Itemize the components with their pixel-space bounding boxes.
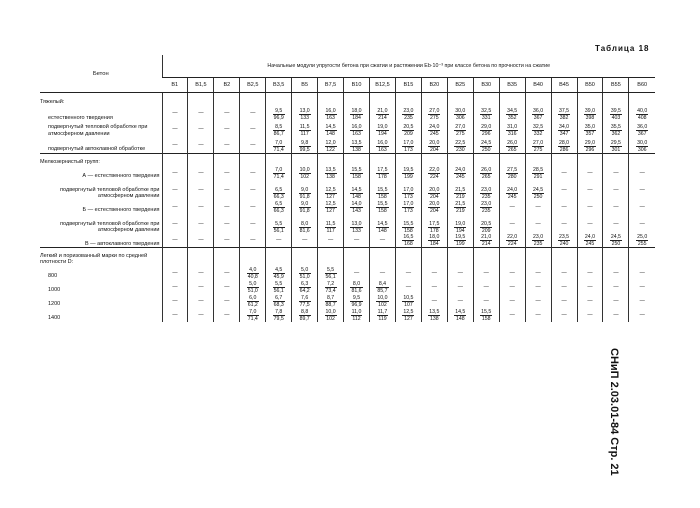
modulus-cell: $\frac{15,5}{158}$ — [344, 166, 370, 180]
modulus-cell: — — [551, 214, 577, 234]
modulus-cell: — — [499, 200, 525, 214]
modulus-cell: $\frac{5,0}{51,0}$ — [292, 266, 318, 280]
modulus-cell: $\frac{39,5}{403}$ — [603, 105, 629, 121]
modulus-cell: — — [421, 280, 447, 294]
concrete-class-header: B2,5 — [240, 78, 266, 93]
modulus-cell: $\frac{13,5}{138}$ — [421, 308, 447, 322]
modulus-cell: $\frac{11,5}{117}$ — [318, 214, 344, 234]
modulus-cell: $\frac{7,6}{77,5}$ — [292, 294, 318, 308]
modulus-cell: — — [499, 266, 525, 280]
modulus-cell: — — [395, 266, 421, 280]
modulus-cell: — — [447, 266, 473, 280]
concrete-class-header: B1,5 — [188, 78, 214, 93]
modulus-cell: $\frac{17,0}{173}$ — [395, 180, 421, 200]
modulus-cell: — — [447, 294, 473, 308]
modulus-cell: $\frac{14,5}{148}$ — [370, 214, 396, 234]
modulus-cell: $\frac{16,0}{163}$ — [318, 105, 344, 121]
modulus-cell: — — [162, 234, 188, 248]
modulus-cell: $\frac{29,5}{301}$ — [603, 137, 629, 153]
row-label: В — автоклавного твердения — [84, 240, 160, 247]
modulus-cell: $\frac{9,8}{99,5}$ — [292, 137, 318, 153]
modulus-cell: — — [577, 294, 603, 308]
modulus-cell: — — [188, 214, 214, 234]
modulus-cell: — — [629, 180, 655, 200]
concrete-class-header: B15 — [395, 78, 421, 93]
table-row — [40, 180, 655, 200]
modulus-cell: $\frac{15,5}{158}$ — [370, 200, 396, 214]
modulus-cell: $\frac{19,5}{199}$ — [447, 234, 473, 248]
modulus-cell: — — [629, 266, 655, 280]
modulus-cell: — — [188, 308, 214, 322]
modulus-cell: — — [344, 234, 370, 248]
modulus-cell: $\frac{12,0}{122}$ — [318, 137, 344, 153]
modulus-cell: $\frac{23,5}{240}$ — [551, 234, 577, 248]
modulus-cell: — — [162, 280, 188, 294]
modulus-cell: $\frac{9,5}{96,9}$ — [266, 105, 292, 121]
modulus-cell: — — [318, 234, 344, 248]
modulus-cell: $\frac{7,0}{71,4}$ — [266, 166, 292, 180]
modulus-cell: $\frac{19,5}{199}$ — [395, 166, 421, 180]
modulus-column-header: Начальные модули упругости бетона при сжатии и растяжении Eb·10⁻³ при классе бетона по прочности на сжатие — [162, 55, 655, 78]
concrete-class-header: B20 — [421, 78, 447, 93]
row-label: 800 — [48, 273, 58, 280]
table-row — [40, 266, 655, 280]
modulus-cell: — — [188, 266, 214, 280]
modulus-cell: $\frac{16,5}{168}$ — [395, 234, 421, 248]
modulus-cell: $\frac{21,0}{214}$ — [473, 234, 499, 248]
modulus-cell: $\frac{14,5}{148}$ — [318, 121, 344, 137]
modulus-cell: $\frac{32,5}{332}$ — [525, 121, 551, 137]
modulus-cell: $\frac{7,2}{73,4}$ — [318, 280, 344, 294]
modulus-cell: — — [162, 137, 188, 153]
modulus-cell: — — [551, 308, 577, 322]
modulus-cell: $\frac{27,0}{275}$ — [447, 121, 473, 137]
modulus-cell: — — [577, 266, 603, 280]
row-label: естественного твердения — [48, 114, 113, 121]
modulus-cell: — — [214, 308, 240, 322]
modulus-cell: — — [421, 266, 447, 280]
group-label: Легкий и поризованный марки по средней плотности D: — [40, 248, 162, 266]
modulus-cell: $\frac{14,0}{143}$ — [344, 200, 370, 214]
modulus-cell: — — [240, 234, 266, 248]
modulus-cell: $\frac{7,8}{79,5}$ — [266, 308, 292, 322]
concrete-class-header: B30 — [473, 78, 499, 93]
modulus-cell: $\frac{26,0}{265}$ — [473, 166, 499, 180]
modulus-cell: $\frac{20,0}{204}$ — [421, 137, 447, 153]
modulus-cell: — — [499, 280, 525, 294]
modulus-cell: $\frac{15,5}{158}$ — [395, 214, 421, 234]
modulus-cell: $\frac{32,5}{331}$ — [473, 105, 499, 121]
modulus-cell: $\frac{36,0}{367}$ — [629, 121, 655, 137]
table-row — [40, 121, 655, 137]
concrete-class-header: B60 — [629, 78, 655, 93]
modulus-cell: $\frac{11,7}{119}$ — [370, 308, 396, 322]
modulus-cell: $\frac{16,0}{163}$ — [344, 121, 370, 137]
modulus-cell: $\frac{15,5}{158}$ — [473, 308, 499, 322]
modulus-cell: $\frac{37,5}{382}$ — [551, 105, 577, 121]
modulus-cell: — — [603, 294, 629, 308]
modulus-cell: $\frac{24,0}{245}$ — [577, 234, 603, 248]
modulus-cell: — — [577, 200, 603, 214]
modulus-cell: $\frac{40,0}{408}$ — [629, 105, 655, 121]
modulus-cell: — — [603, 214, 629, 234]
modulus-cell: — — [551, 166, 577, 180]
modulus-cell: — — [525, 280, 551, 294]
modulus-cell: — — [473, 280, 499, 294]
modulus-cell: — — [240, 214, 266, 234]
modulus-cell: — — [240, 180, 266, 200]
modulus-cell: $\frac{10,0}{102}$ — [292, 166, 318, 180]
modulus-cell: $\frac{23,0}{235}$ — [525, 234, 551, 248]
modulus-cell: $\frac{20,5}{209}$ — [473, 214, 499, 234]
modulus-cell: $\frac{35,5}{362}$ — [603, 121, 629, 137]
modulus-cell: $\frac{24,5}{250}$ — [603, 234, 629, 248]
row-label: подвергнутый тепловой обработке при атмосферном давлении — [48, 124, 148, 137]
modulus-cell: — — [344, 266, 370, 280]
modulus-cell: — — [162, 308, 188, 322]
table-row — [40, 105, 655, 121]
table-row — [40, 234, 655, 248]
modulus-cell: $\frac{12,5}{127}$ — [318, 180, 344, 200]
modulus-cell: $\frac{18,0}{184}$ — [344, 105, 370, 121]
row-label: 1200 — [48, 301, 61, 308]
modulus-cell: $\frac{35,0}{357}$ — [577, 121, 603, 137]
row-label: 1000 — [48, 287, 61, 294]
modulus-cell: $\frac{9,0}{91,8}$ — [292, 200, 318, 214]
row-label: подвергнутый тепловой обработке при атмосферном давлении — [60, 186, 160, 200]
modulus-cell: $\frac{29,0}{296}$ — [577, 137, 603, 153]
modulus-cell: $\frac{23,0}{235}$ — [473, 200, 499, 214]
modulus-cell: $\frac{22,5}{230}$ — [447, 137, 473, 153]
modulus-cell: — — [188, 234, 214, 248]
modulus-cell: $\frac{11,5}{117}$ — [292, 121, 318, 137]
modulus-cell: $\frac{6,7}{68,3}$ — [266, 294, 292, 308]
modulus-cell: $\frac{23,0}{235}$ — [473, 180, 499, 200]
modulus-cell: $\frac{17,5}{178}$ — [370, 166, 396, 180]
modulus-cell: $\frac{24,0}{245}$ — [499, 180, 525, 200]
modulus-cell: $\frac{8,8}{89,7}$ — [292, 308, 318, 322]
modulus-cell: $\frac{27,5}{280}$ — [499, 166, 525, 180]
modulus-cell: — — [188, 137, 214, 153]
modulus-cell: — — [240, 105, 266, 121]
modulus-cell: $\frac{12,5}{127}$ — [318, 200, 344, 214]
modulus-cell: $\frac{13,0}{133}$ — [292, 105, 318, 121]
table-row — [40, 200, 655, 214]
modulus-cell: $\frac{24,0}{245}$ — [421, 121, 447, 137]
modulus-cell: $\frac{24,0}{245}$ — [447, 166, 473, 180]
modulus-cell: — — [162, 294, 188, 308]
modulus-cell: — — [551, 266, 577, 280]
modulus-cell: $\frac{20,0}{204}$ — [421, 200, 447, 214]
modulus-cell: $\frac{10,5}{107}$ — [395, 294, 421, 308]
modulus-cell: — — [577, 166, 603, 180]
modulus-cell: $\frac{31,0}{316}$ — [499, 121, 525, 137]
modulus-cell: — — [370, 266, 396, 280]
modulus-cell: $\frac{11,0}{112}$ — [344, 308, 370, 322]
modulus-cell: — — [188, 294, 214, 308]
modulus-cell: — — [240, 121, 266, 137]
modulus-cell: $\frac{7,0}{71,4}$ — [266, 137, 292, 153]
modulus-cell: — — [551, 280, 577, 294]
table-row — [40, 294, 655, 308]
modulus-cell: — — [629, 166, 655, 180]
modulus-cell: — — [188, 200, 214, 214]
modulus-cell: — — [188, 166, 214, 180]
concrete-class-header: B12,5 — [370, 78, 396, 93]
modulus-cell: $\frac{5,5}{56,1}$ — [266, 280, 292, 294]
modulus-cell: $\frac{10,0}{102}$ — [370, 294, 396, 308]
modulus-cell: — — [629, 294, 655, 308]
modulus-cell: $\frac{18,0}{184}$ — [421, 234, 447, 248]
modulus-cell: — — [214, 200, 240, 214]
modulus-cell: $\frac{19,0}{194}$ — [370, 121, 396, 137]
modulus-cell: — — [395, 280, 421, 294]
concrete-class-header: B40 — [525, 78, 551, 93]
modulus-cell: — — [473, 266, 499, 280]
concrete-class-header: B25 — [447, 78, 473, 93]
concrete-class-header: B7,5 — [318, 78, 344, 93]
modulus-cell: $\frac{17,0}{173}$ — [395, 137, 421, 153]
table-row — [40, 137, 655, 153]
modulus-cell: — — [188, 105, 214, 121]
modulus-cell: — — [499, 214, 525, 234]
modulus-cell: — — [214, 137, 240, 153]
modulus-cell: — — [525, 214, 551, 234]
modulus-cell: — — [629, 214, 655, 234]
modulus-cell: $\frac{29,0}{296}$ — [473, 121, 499, 137]
modulus-cell: — — [162, 166, 188, 180]
modulus-cell: — — [188, 280, 214, 294]
modulus-cell: — — [629, 200, 655, 214]
concrete-class-header: B2 — [214, 78, 240, 93]
modulus-cell: — — [499, 308, 525, 322]
modulus-cell: $\frac{6,5}{66,3}$ — [266, 200, 292, 214]
modulus-cell: — — [603, 180, 629, 200]
modulus-cell: $\frac{9,5}{96,9}$ — [344, 294, 370, 308]
concrete-class-header: B1 — [162, 78, 188, 93]
modulus-cell: — — [240, 200, 266, 214]
modulus-cell: — — [525, 308, 551, 322]
modulus-cell: $\frac{6,5}{66,3}$ — [266, 180, 292, 200]
modulus-cell: $\frac{24,5}{250}$ — [525, 180, 551, 200]
concrete-class-header: B45 — [551, 78, 577, 93]
modulus-cell: $\frac{7,0}{71,4}$ — [240, 308, 266, 322]
modulus-cell: $\frac{30,0}{306}$ — [447, 105, 473, 121]
modulus-cell: $\frac{8,0}{81,6}$ — [344, 280, 370, 294]
modulus-cell: — — [162, 105, 188, 121]
modulus-cell: $\frac{5,0}{51,0}$ — [240, 280, 266, 294]
modulus-cell: — — [603, 166, 629, 180]
modulus-cell: $\frac{10,0}{102}$ — [318, 308, 344, 322]
modulus-cell: $\frac{21,5}{219}$ — [447, 180, 473, 200]
modulus-cell: $\frac{30,0}{306}$ — [629, 137, 655, 153]
modulus-cell: $\frac{17,5}{178}$ — [421, 214, 447, 234]
row-label: подвергнутый тепловой обработке при атмосферном давлении — [60, 220, 160, 234]
concrete-class-header: B50 — [577, 78, 603, 93]
concrete-class-header: B55 — [603, 78, 629, 93]
modulus-cell: $\frac{8,5}{86,7}$ — [266, 121, 292, 137]
modulus-cell: $\frac{15,5}{158}$ — [370, 180, 396, 200]
concrete-class-header: B3,5 — [266, 78, 292, 93]
modulus-cell: $\frac{23,0}{235}$ — [395, 105, 421, 121]
modulus-cell: — — [214, 280, 240, 294]
modulus-cell: — — [214, 266, 240, 280]
modulus-cell: $\frac{16,0}{163}$ — [370, 137, 396, 153]
page-spine-label: СНиП 2.03.01-84 Стр. 21 — [608, 348, 620, 476]
modulus-cell: — — [188, 180, 214, 200]
row-label: А — естественного твердения — [82, 173, 160, 180]
concrete-class-header: B35 — [499, 78, 525, 93]
modulus-cell: $\frac{24,5}{250}$ — [473, 137, 499, 153]
modulus-cell: $\frac{36,0}{367}$ — [525, 105, 551, 121]
modulus-cell: — — [188, 121, 214, 137]
modulus-cell: $\frac{13,5}{138}$ — [318, 166, 344, 180]
modulus-cell: — — [577, 308, 603, 322]
modulus-cell: $\frac{4,0}{40,8}$ — [240, 266, 266, 280]
modulus-cell: $\frac{27,0}{275}$ — [525, 137, 551, 153]
modulus-cell: — — [214, 234, 240, 248]
modulus-cell: $\frac{4,5}{45,9}$ — [266, 266, 292, 280]
concrete-column-header: Бетон — [40, 55, 162, 93]
modulus-cell: — — [577, 180, 603, 200]
modulus-cell: — — [499, 294, 525, 308]
modulus-cell: — — [577, 214, 603, 234]
modulus-cell: — — [447, 280, 473, 294]
modulus-cell: — — [214, 166, 240, 180]
modulus-cell: — — [292, 234, 318, 248]
modulus-cell: $\frac{27,0}{275}$ — [421, 105, 447, 121]
concrete-class-header: B10 — [344, 78, 370, 93]
modulus-cell: $\frac{25,0}{255}$ — [629, 234, 655, 248]
modulus-cell: $\frac{21,5}{219}$ — [447, 200, 473, 214]
modulus-cell: — — [214, 214, 240, 234]
row-label: 1400 — [48, 315, 61, 322]
modulus-cell: $\frac{34,0}{347}$ — [551, 121, 577, 137]
modulus-cell: $\frac{28,5}{291}$ — [525, 166, 551, 180]
table-row — [40, 280, 655, 294]
modulus-cell: $\frac{21,0}{214}$ — [370, 105, 396, 121]
concrete-modulus-table — [40, 55, 655, 322]
modulus-cell: — — [525, 200, 551, 214]
modulus-cell: — — [162, 180, 188, 200]
table-row — [40, 214, 655, 234]
modulus-cell: — — [162, 214, 188, 234]
modulus-cell: $\frac{17,0}{173}$ — [395, 200, 421, 214]
modulus-cell: — — [162, 121, 188, 137]
modulus-cell: — — [214, 180, 240, 200]
modulus-cell: — — [421, 294, 447, 308]
modulus-cell: — — [551, 180, 577, 200]
modulus-cell: $\frac{22,0}{224}$ — [499, 234, 525, 248]
modulus-cell: — — [214, 121, 240, 137]
modulus-cell: $\frac{28,0}{286}$ — [551, 137, 577, 153]
modulus-cell: $\frac{26,0}{265}$ — [499, 137, 525, 153]
modulus-cell: $\frac{13,5}{138}$ — [344, 137, 370, 153]
modulus-cell: — — [603, 280, 629, 294]
modulus-cell: — — [603, 308, 629, 322]
modulus-cell: $\frac{5,5}{56,1}$ — [266, 214, 292, 234]
modulus-cell: — — [551, 294, 577, 308]
modulus-cell: — — [162, 200, 188, 214]
modulus-cell: — — [240, 137, 266, 153]
modulus-cell: $\frac{20,5}{209}$ — [395, 121, 421, 137]
modulus-cell: $\frac{9,0}{91,8}$ — [292, 180, 318, 200]
concrete-class-header: B5 — [292, 78, 318, 93]
modulus-cell: $\frac{12,5}{127}$ — [395, 308, 421, 322]
modulus-cell: — — [214, 294, 240, 308]
modulus-cell: $\frac{20,0}{204}$ — [421, 180, 447, 200]
modulus-cell: — — [525, 294, 551, 308]
modulus-cell: — — [629, 308, 655, 322]
modulus-cell: — — [629, 280, 655, 294]
modulus-cell: $\frac{6,0}{61,2}$ — [240, 294, 266, 308]
row-label: Б — естественного твердения — [82, 207, 160, 214]
modulus-cell: — — [603, 266, 629, 280]
modulus-cell: $\frac{19,0}{194}$ — [447, 214, 473, 234]
modulus-cell: — — [551, 200, 577, 214]
group-label: Тяжелый: — [40, 98, 65, 105]
modulus-cell: $\frac{13,0}{133}$ — [344, 214, 370, 234]
modulus-cell: — — [162, 266, 188, 280]
modulus-cell: $\frac{22,0}{224}$ — [421, 166, 447, 180]
modulus-cell: — — [473, 294, 499, 308]
modulus-cell: $\frac{8,4}{85,7}$ — [370, 280, 396, 294]
modulus-cell: $\frac{6,3}{64,2}$ — [292, 280, 318, 294]
modulus-cell: $\frac{34,5}{352}$ — [499, 105, 525, 121]
modulus-cell: — — [370, 234, 396, 248]
modulus-cell: — — [266, 234, 292, 248]
table-row — [40, 308, 655, 322]
modulus-cell: $\frac{14,5}{148}$ — [447, 308, 473, 322]
modulus-cell: $\frac{14,5}{148}$ — [344, 180, 370, 200]
modulus-cell: $\frac{39,0}{398}$ — [577, 105, 603, 121]
modulus-cell: — — [214, 105, 240, 121]
table-number: Таблица 18 — [595, 44, 650, 53]
modulus-cell: — — [603, 200, 629, 214]
table-row — [40, 166, 655, 180]
row-label: подвергнутый автоклавной обработке — [48, 146, 146, 153]
modulus-cell: $\frac{5,5}{56,1}$ — [318, 266, 344, 280]
modulus-cell: $\frac{8,7}{88,7}$ — [318, 294, 344, 308]
group-label: Мелкозернистый групп: — [40, 153, 162, 166]
modulus-cell: — — [577, 280, 603, 294]
modulus-cell: $\frac{8,0}{81,6}$ — [292, 214, 318, 234]
modulus-cell: — — [240, 166, 266, 180]
modulus-cell: — — [525, 266, 551, 280]
